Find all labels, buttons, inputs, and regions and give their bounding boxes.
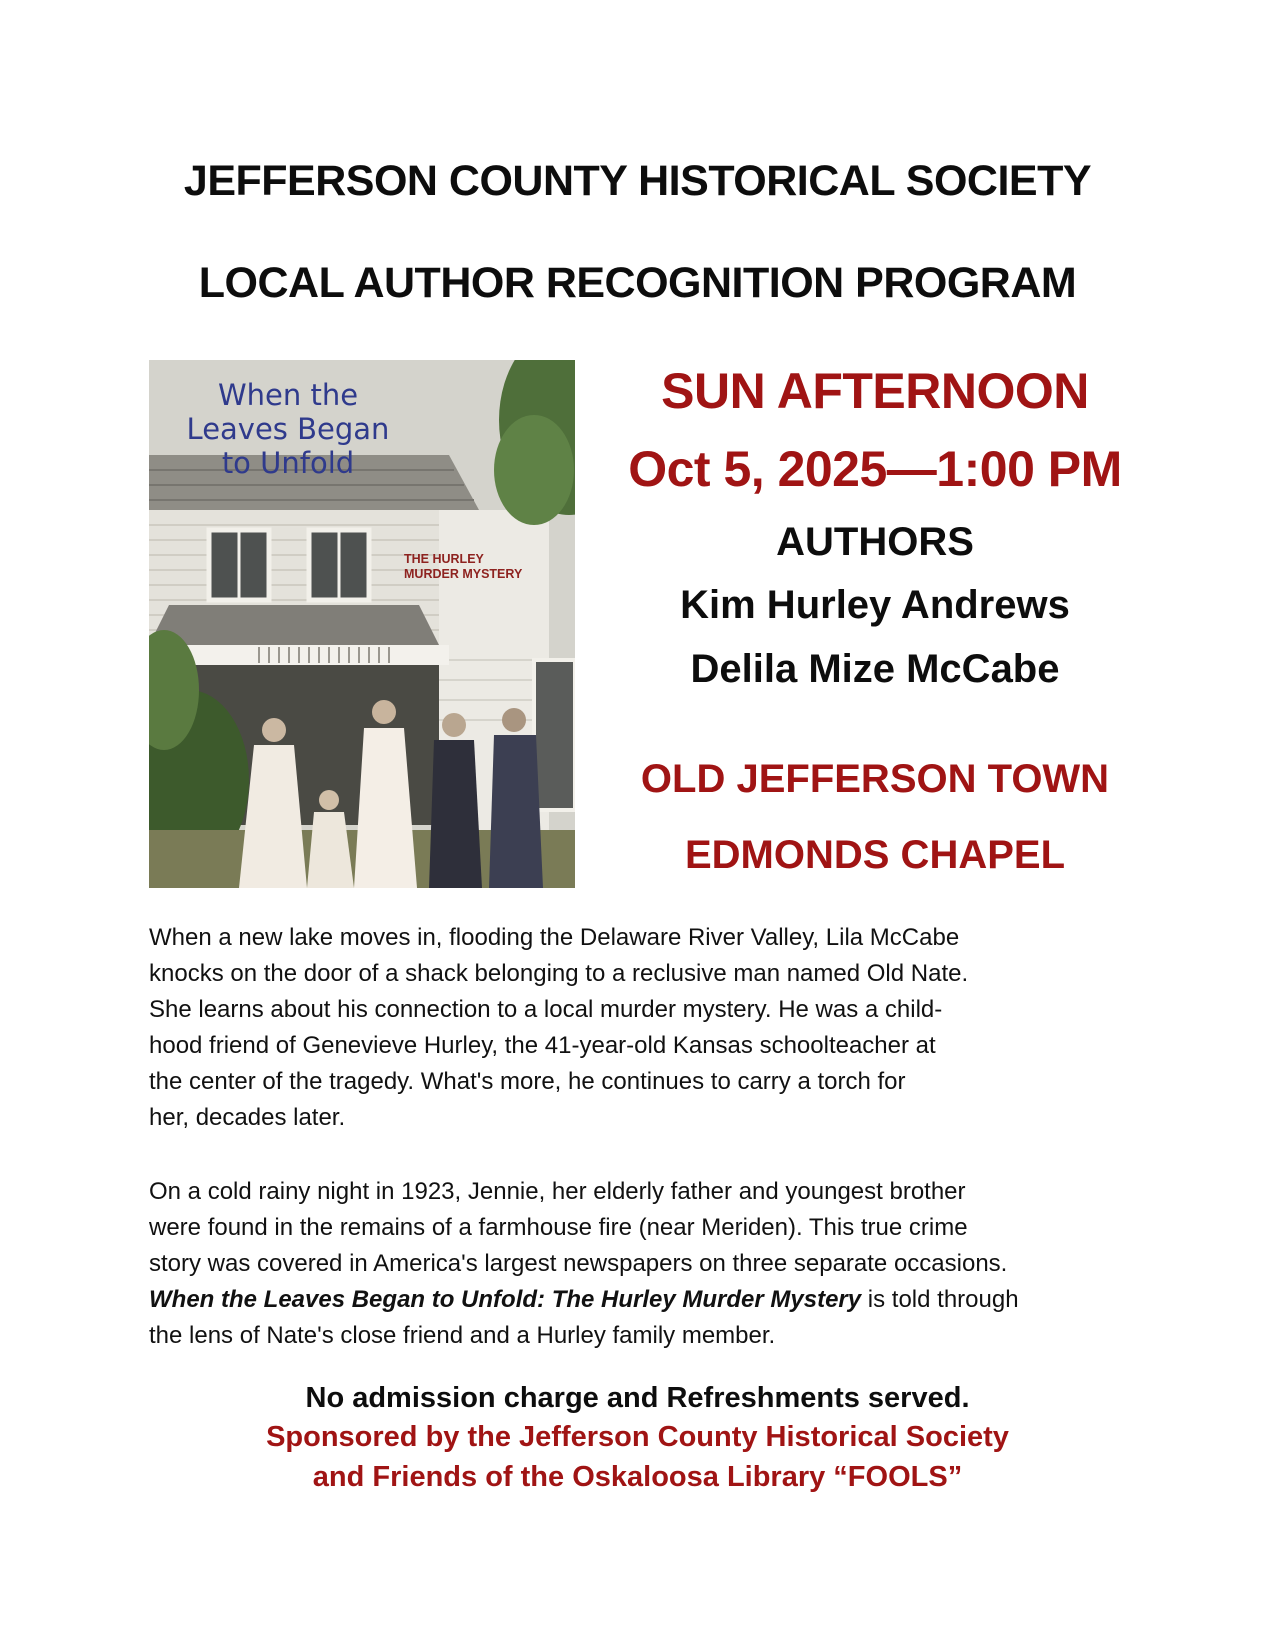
paragraph-line: the lens of Nate's close friend and a Hurley family member. (149, 1322, 776, 1349)
paragraph-line: story was covered in America's largest newspapers on three separate occasions. (149, 1250, 1008, 1277)
venue-line: EDMONDS CHAPEL (684, 833, 1066, 877)
paragraph-line: She learns about his connection to a local murder mystery. He was a child- (149, 996, 943, 1023)
paragraph-line: hood friend of Genevieve Hurley, the 41-year-old Kansas schoolteacher at (149, 1032, 936, 1059)
cover-title: When the Leaves Began to Unfold (186, 378, 390, 480)
paragraph-line: On a cold rainy night in 1923, Jennie, her elderly father and youngest brother (149, 1178, 966, 1205)
author-name: Kim Hurley Andrews (680, 583, 1070, 627)
paragraph-line: knocks on the door of a shack belonging to a reclusive man named Old Nate. (149, 960, 969, 987)
paragraph-text: is told through (861, 1286, 1019, 1313)
book-title-reference: When the Leaves Began to Unfold: The Hurley Murder Mystery (149, 1286, 862, 1313)
venue-line: OLD JEFFERSON TOWN (640, 757, 1110, 801)
admission-note: No admission charge and Refreshments served. (305, 1382, 970, 1414)
event-date-time: Oct 5, 2025—1:00 PM (628, 441, 1122, 497)
society-heading: JEFFERSON COUNTY HISTORICAL SOCIETY (183, 157, 1092, 205)
paragraph-line: were found in the remains of a farmhouse fire (near Meriden). This true crime (149, 1214, 968, 1241)
authors-label: AUTHORS (776, 520, 974, 564)
cover-subtitle: THE HURLEY MURDER MYSTERY (404, 552, 523, 581)
sponsor-line: Sponsored by the Jefferson County Historical Society (266, 1421, 1009, 1453)
description-paragraph-1 (149, 920, 1134, 1136)
author-name: Delila Mize McCabe (690, 647, 1060, 691)
description-paragraph-2 (149, 1174, 1134, 1354)
paragraph-line: When a new lake moves in, flooding the Delaware River Valley, Lila McCabe (149, 924, 960, 951)
paragraph-line (149, 1282, 1134, 1318)
sponsor-line: and Friends of the Oskaloosa Library “FOOLS” (312, 1461, 963, 1493)
paragraph-line: the center of the tragedy. What's more, he continues to carry a torch for (149, 1068, 906, 1095)
program-heading: LOCAL AUTHOR RECOGNITION PROGRAM (198, 259, 1077, 307)
book-cover-image (149, 360, 575, 888)
event-day: SUN AFTERNOON (661, 363, 1089, 419)
paragraph-line: her, decades later. (149, 1104, 346, 1131)
